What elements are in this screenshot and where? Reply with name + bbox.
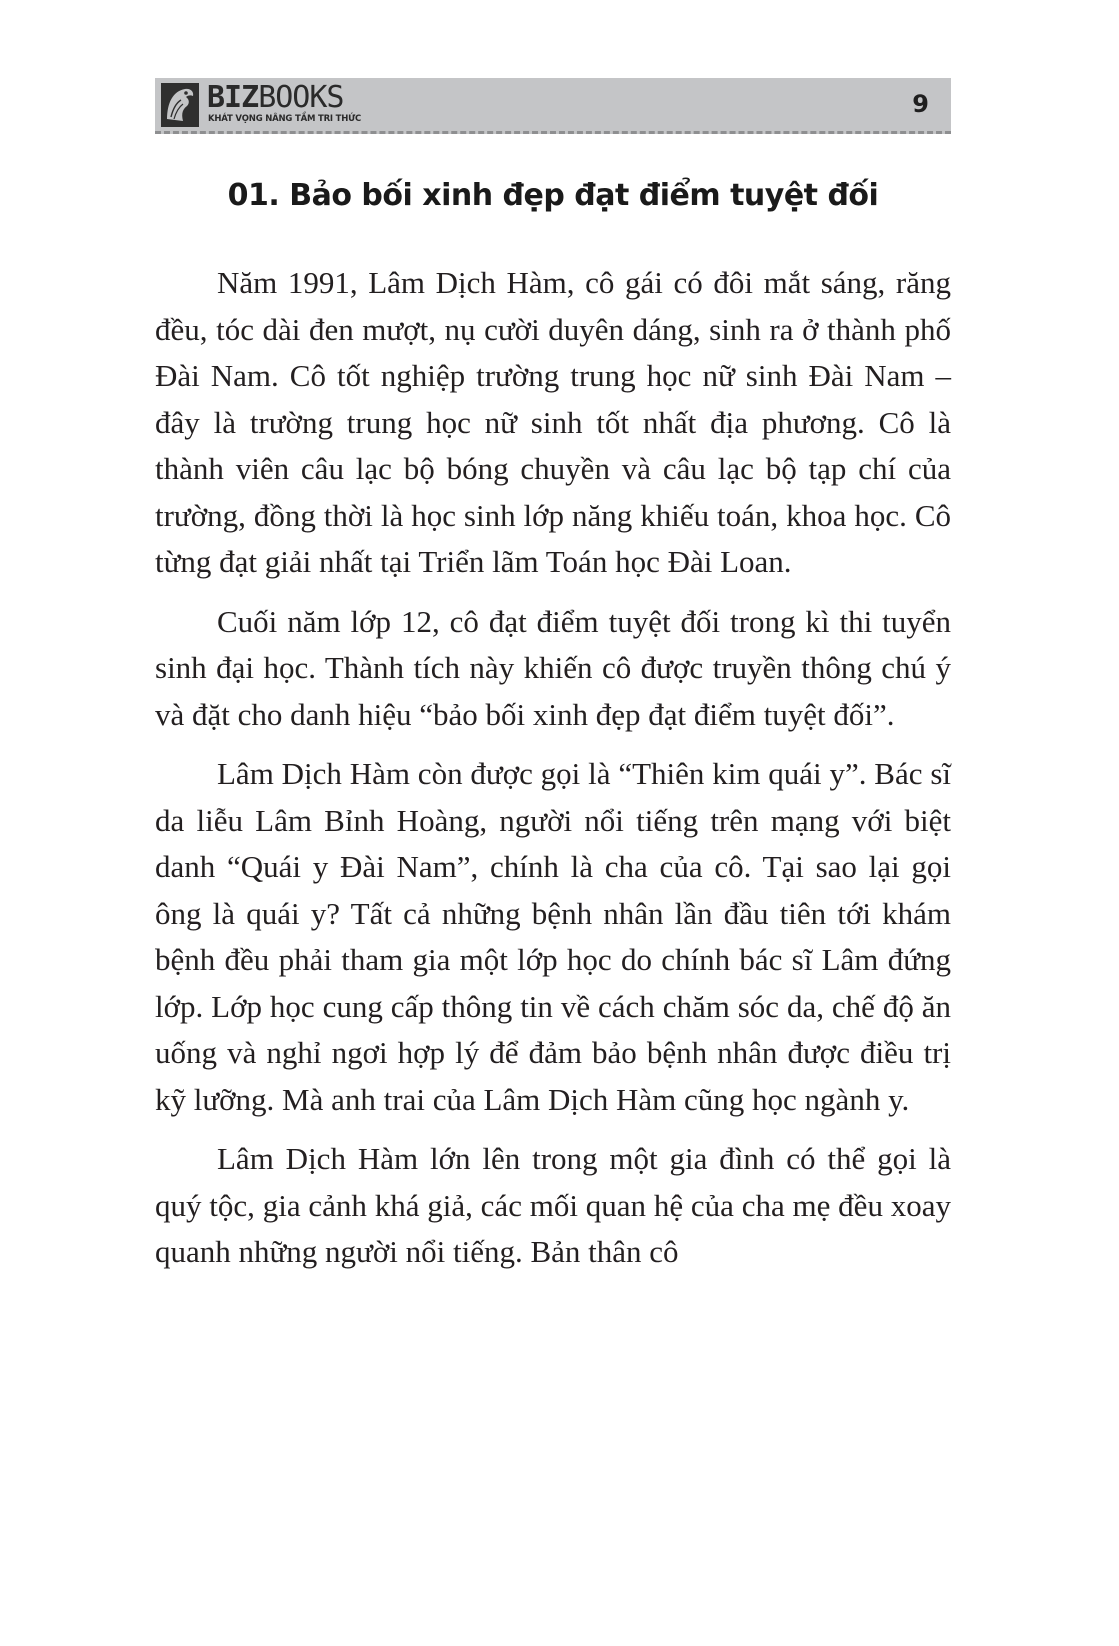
brand-name-light: BOOKS — [258, 80, 344, 115]
paragraph-4: Lâm Dịch Hàm lớn lên trong một gia đình có thể gọi là quý tộc, gia cảnh khá giả, các mối quan hệ của cha mẹ đều xoay quanh những người nổi tiếng. Bản thân cô — [155, 1141, 951, 1269]
bird-head-logo-icon — [161, 83, 199, 127]
running-header — [155, 78, 951, 134]
chapter-title: 01. Bảo bối xinh đẹp đạt điểm tuyệt đối — [227, 178, 879, 213]
brand-tagline: KHÁT VỌNG NÂNG TẦM TRI THỨC — [208, 114, 362, 124]
paragraph-2: Cuối năm lớp 12, cô đạt điểm tuyệt đối trong kì thi tuyển sinh đại học. Thành tích này khiến cô được truyền thông chú ý và đặt cho danh hiệu “bảo bối xinh đẹp đạt điểm tuyệt đối”. — [155, 603, 951, 732]
body-text — [155, 260, 951, 1289]
brand-name-bold: BIZ — [207, 80, 259, 115]
paragraph-1: Năm 1991, Lâm Dịch Hàm, cô gái có đôi mắt sáng, răng đều, tóc dài đen mượt, nụ cười duyên dáng, sinh ra ở thành phố Đài Nam. Cô tốt nghiệp trường trung học nữ sinh Đài Nam – đây là trường trung học nữ sinh tốt nhất địa phương. Cô là thành viên câu lạc bộ bóng chuyền và câu lạc bộ tạp chí của trường, đồng thời là học sinh lớp năng khiếu toán, khoa học. Cô từng đạt giải nhất tại Triển lãm Toán học Đài Loan. — [155, 265, 951, 579]
page-number: 9 — [912, 90, 929, 118]
paragraph-3: Lâm Dịch Hàm còn được gọi là “Thiên kim quái y”. Bác sĩ da liễu Lâm Bỉnh Hoàng, người nổi tiếng trên mạng với biệt danh “Quái y Đài Nam”, chính là cha của cô. Tại sao lại gọi ông là quái y? Tất cả những bệnh nhân lần đầu tiên tới khám bệnh đều phải tham gia một lớp học do chính bác sĩ Lâm đứng lớp. Lớp học cung cấp thông tin về cách chăm sóc da, chế độ ăn uống và nghỉ ngơi hợp lý để đảm bảo bệnh nhân được điều trị kỹ lưỡng. Mà anh trai của Lâm Dịch Hàm cũng học ngành y. — [155, 756, 951, 1117]
brand-name — [207, 82, 344, 114]
